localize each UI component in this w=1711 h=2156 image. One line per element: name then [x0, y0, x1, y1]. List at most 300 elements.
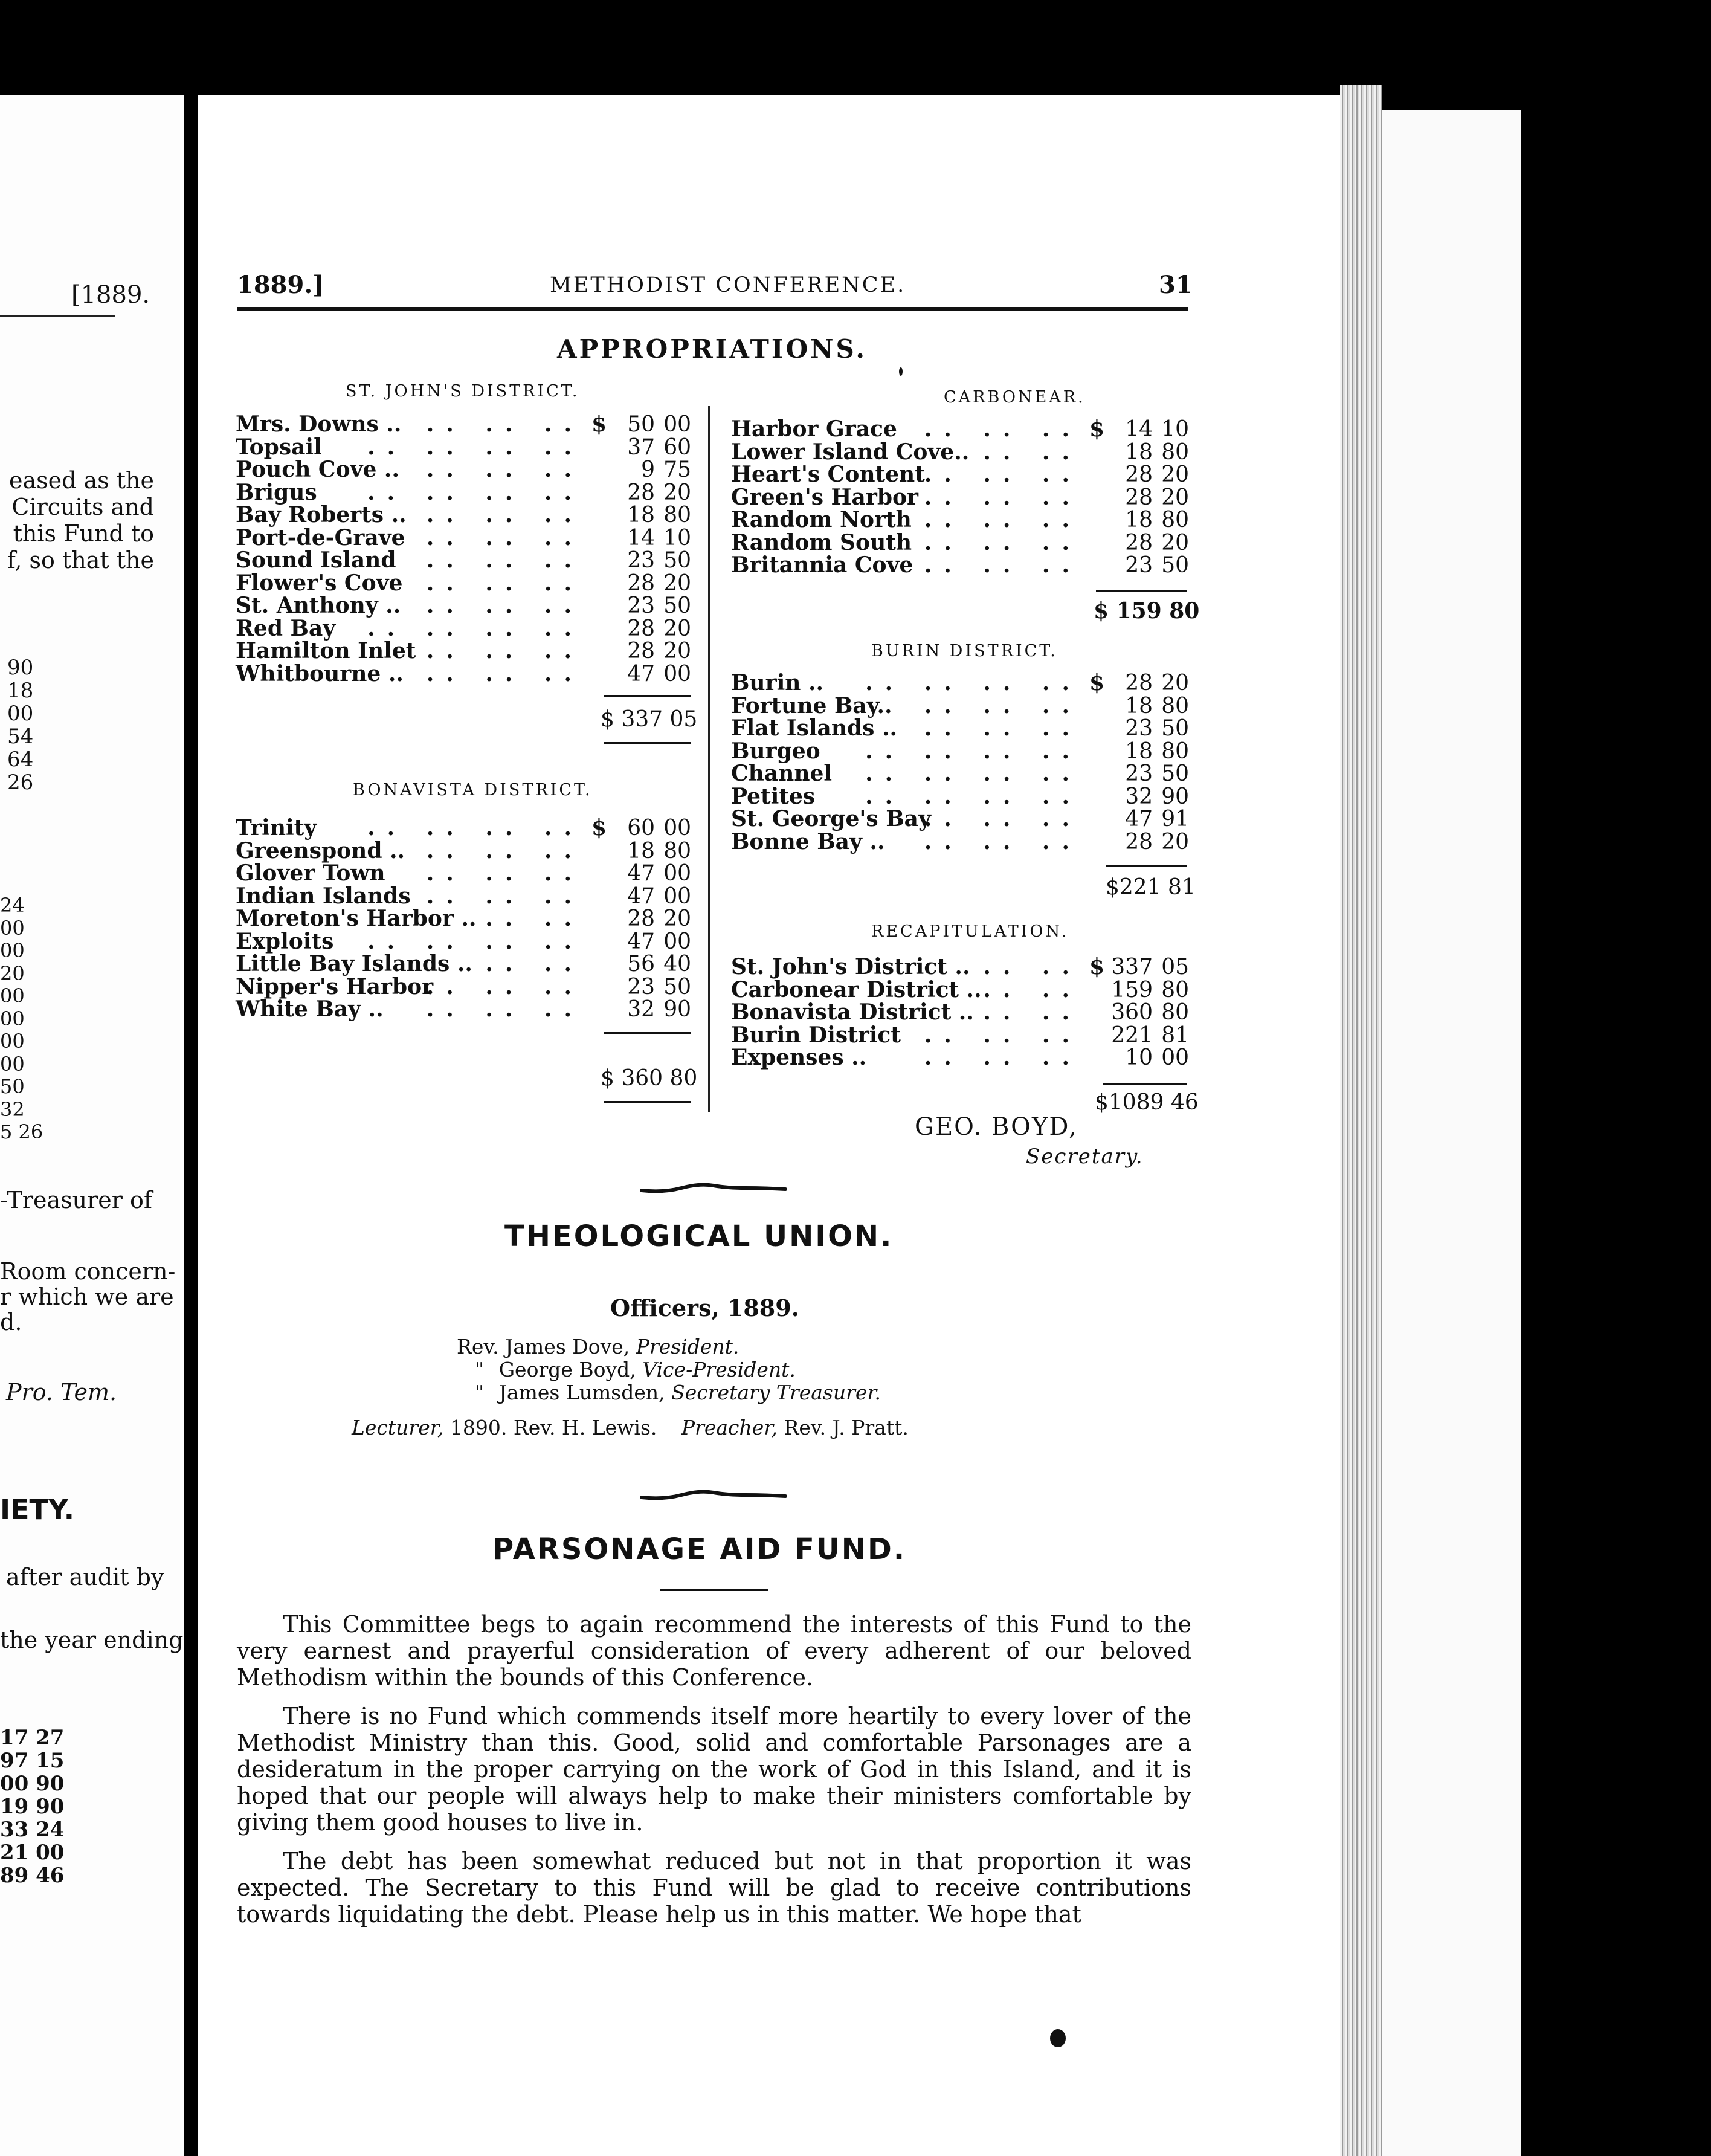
- amount-dollars: 23: [1125, 553, 1153, 578]
- amount-dollars: 23: [627, 974, 655, 999]
- recap-total: $1089 46: [1095, 1090, 1199, 1115]
- ledger-entry-name: Nipper's Harbor: [236, 973, 434, 999]
- amount-dollars: 60: [627, 816, 655, 841]
- amount-dollars: 47: [1125, 807, 1153, 831]
- dollar-sign: $: [1089, 416, 1104, 442]
- page-31: [198, 95, 1340, 2156]
- leader-dots: .. .. ..: [426, 524, 584, 550]
- dollar-sign: $: [591, 412, 607, 437]
- ledger-row: [236, 817, 691, 840]
- leader-dots: .. .. ..: [924, 1022, 1081, 1048]
- officer-role: Vice-President.: [642, 1358, 796, 1381]
- carbonear-ledger: [731, 418, 1189, 577]
- running-header-year: 1889.]: [237, 271, 324, 299]
- ledger-entry-name: Random South: [731, 529, 912, 555]
- amount-dollars: 28: [1125, 829, 1153, 854]
- left-page-text: 97 15: [0, 1749, 65, 1773]
- amount-cents: 00: [663, 883, 691, 909]
- page-edge-stack: [1340, 85, 1382, 2156]
- amount-cents: 20: [663, 906, 691, 931]
- amount-dollars: 337: [1111, 955, 1153, 980]
- leader-dots: .. .. .. ..: [865, 783, 1081, 809]
- amount-dollars: 28: [627, 570, 655, 596]
- lecturer-preacher-line: [352, 1416, 909, 1439]
- amount-dollars: 18: [627, 838, 655, 863]
- ledger-entry-name: Heart's Content: [731, 462, 925, 487]
- leader-dots: .. .. ..: [924, 529, 1081, 555]
- amount-cents: 80: [1161, 439, 1189, 465]
- officers-subtitle: Officers, 1889.: [610, 1294, 799, 1322]
- bonavista-double-rule: [604, 1101, 691, 1103]
- officer-name: James Lumsden,: [498, 1381, 665, 1404]
- left-page-text: 19 90: [0, 1795, 65, 1819]
- ledger-row: [236, 908, 691, 931]
- amount-cents: 50: [1161, 761, 1189, 786]
- ledger-row: [731, 529, 1189, 555]
- parsonage-aid-fund-title: PARSONAGE AID FUND.: [492, 1532, 907, 1566]
- left-page-text: r which we are: [0, 1283, 174, 1310]
- amount-dollars: 159: [1111, 977, 1153, 1002]
- amount-dollars: 23: [627, 593, 655, 618]
- leader-dots: .. .. ..: [426, 593, 584, 618]
- amount-dollars: 50: [627, 412, 655, 437]
- left-page-text: Pro. Tem.: [6, 1379, 117, 1406]
- amount-cents: 90: [1161, 784, 1189, 809]
- ledger-entry-name: Fortune Bay..: [731, 692, 892, 718]
- column-divider: [708, 406, 710, 1112]
- ledger-row: [731, 783, 1189, 809]
- ledger-entry-name: Port-de-Grave: [236, 524, 405, 550]
- left-header-rule: [0, 315, 115, 317]
- leader-dots: .. .. ..: [924, 462, 1081, 487]
- ledger-row: [236, 660, 691, 686]
- preacher-label: Preacher,: [681, 1416, 778, 1439]
- left-page-text: 00: [7, 702, 34, 726]
- amount-cents: 05: [1161, 955, 1189, 980]
- officer-prefix: Rev.: [457, 1335, 499, 1358]
- amount-dollars: 56: [627, 952, 655, 976]
- amount-dollars: 32: [1125, 784, 1153, 809]
- ledger-entry-name: Britannia Cove: [731, 552, 914, 578]
- leader-dots: .. ..: [983, 976, 1081, 1002]
- leader-dots: .. .. .. ..: [865, 738, 1081, 764]
- left-page-text: 20: [0, 961, 25, 985]
- ledger-row: [236, 928, 691, 954]
- recap-ledger: [731, 956, 1189, 1070]
- ledger-row: [236, 479, 691, 505]
- amount-cents: 91: [1161, 807, 1189, 831]
- lecturer-label: Lecturer,: [352, 1416, 444, 1439]
- ledger-entry-name: Burin ..: [731, 670, 824, 696]
- officer-role: Secretary Treasurer.: [671, 1381, 881, 1404]
- amount-dollars: 47: [627, 883, 655, 909]
- leader-dots: .. ..: [983, 954, 1081, 980]
- ledger-row: [236, 998, 691, 1021]
- amount-cents: 90: [663, 997, 691, 1022]
- amount-cents: 50: [663, 593, 691, 618]
- amount-cents: 50: [663, 974, 691, 999]
- leader-dots: .. .. .. ..: [367, 815, 584, 841]
- amount-dollars: 18: [627, 503, 655, 528]
- ledger-entry-name: Channel: [731, 761, 833, 786]
- signature-title: Secretary.: [1026, 1144, 1144, 1169]
- st-johns-sum-rule: [604, 695, 691, 697]
- amount-dollars: 23: [1125, 761, 1153, 786]
- left-page-text: 50: [0, 1075, 25, 1098]
- left-page-text: 00: [0, 1052, 25, 1076]
- amount-cents: 75: [663, 457, 691, 482]
- amount-cents: 20: [1161, 485, 1189, 510]
- left-page-text: 00 90: [0, 1772, 65, 1796]
- amount-cents: 20: [1161, 829, 1189, 854]
- left-page-figure: this Fund to: [13, 520, 154, 547]
- leader-dots: .. ..: [983, 439, 1081, 465]
- amount-cents: 50: [1161, 553, 1189, 578]
- officer-prefix: ": [475, 1381, 485, 1404]
- left-page-text: 17 27: [0, 1726, 65, 1750]
- dollar-sign: $: [1089, 954, 1104, 980]
- leader-dots: .. .. ..: [426, 838, 584, 863]
- amount-dollars: 28: [1125, 671, 1153, 696]
- leader-dots: .. .. ..: [924, 692, 1081, 718]
- amount-dollars: 28: [627, 616, 655, 641]
- ledger-entry-name: Hamilton Inlet: [236, 638, 416, 663]
- amount-cents: 10: [1161, 417, 1189, 442]
- amount-dollars: 28: [627, 480, 655, 505]
- parsonage-paragraph-1: This Committee begs to again recommend the interests of this Fund to the very earnest and prayerful consideration of every adherent of our beloved Methodism within the bounds of this Conference.: [237, 1611, 1191, 1691]
- left-page-figure: f, so that the: [7, 547, 154, 573]
- amount-cents: 20: [663, 639, 691, 663]
- ink-blot: [1050, 2029, 1066, 2047]
- ledger-entry-name: Mrs. Downs ..: [236, 412, 402, 437]
- left-page-text: 64: [7, 747, 34, 772]
- leader-dots: .. .. ..: [426, 996, 584, 1022]
- amount-cents: 00: [663, 816, 691, 841]
- leader-dots: .. .. ..: [924, 715, 1081, 741]
- ledger-row: [731, 956, 1189, 979]
- leader-dots: .. .. ..: [426, 973, 584, 999]
- amount-cents: 20: [663, 570, 691, 596]
- left-page-text: 00: [0, 916, 25, 940]
- carbonear-total: $ 159 80: [1094, 598, 1200, 624]
- carbonear-sum-rule: [1096, 590, 1187, 592]
- amount-cents: 40: [663, 952, 691, 976]
- leader-dots: .. .. .. ..: [865, 670, 1081, 696]
- leader-dots: .. .. ..: [924, 552, 1081, 578]
- ledger-row: [236, 885, 691, 908]
- amount-dollars: 14: [627, 525, 655, 550]
- ledger-row: [236, 524, 691, 550]
- left-page-figure: Circuits and: [11, 494, 154, 520]
- ledger-row: [236, 549, 691, 572]
- officer-row-3: [475, 1381, 881, 1404]
- recap-heading: RECAPITULATION.: [871, 922, 1069, 941]
- amount-dollars: 28: [627, 906, 655, 931]
- ledger-row: [731, 717, 1189, 740]
- left-page-text: Room concern-: [0, 1258, 176, 1285]
- ledger-entry-name: Greenspond ..: [236, 838, 405, 863]
- amount-cents: 20: [663, 480, 691, 505]
- leader-dots: .. .. ..: [426, 457, 584, 482]
- bonavista-sum-rule: [604, 1032, 691, 1034]
- st-johns-double-rule: [604, 742, 691, 744]
- amount-dollars: 32: [627, 997, 655, 1022]
- amount-dollars: 18: [1125, 738, 1153, 764]
- previous-page-fragment: [0, 95, 184, 2156]
- leader-dots: .. .. .. ..: [367, 479, 584, 505]
- swash-ornament-2: [639, 1486, 788, 1505]
- ledger-entry-name: St. John's District ..: [731, 954, 970, 980]
- amount-dollars: 28: [1125, 462, 1153, 487]
- ledger-entry-name: Glover Town: [236, 860, 385, 886]
- st-johns-heading: ST. JOHN'S DISTRICT.: [346, 382, 580, 401]
- ledger-row: [731, 672, 1189, 695]
- ledger-row: [731, 1024, 1189, 1047]
- amount-cents: 00: [1161, 1045, 1189, 1070]
- leader-dots: .. .. ..: [924, 1045, 1081, 1070]
- ledger-entry-name: Random North: [731, 507, 912, 532]
- ledger-entry-name: Lower Island Cove..: [731, 439, 970, 465]
- swash-ornament-1: [639, 1180, 788, 1198]
- left-page-text: 5 26: [0, 1120, 44, 1143]
- left-page-text: after audit by: [6, 1564, 164, 1590]
- leader-dots: .. ..: [983, 999, 1081, 1025]
- ledger-entry-name: Trinity: [236, 815, 317, 841]
- ink-speck: [899, 367, 903, 376]
- ledger-entry-name: Green's Harbor: [731, 484, 918, 510]
- ledger-entry-name: Exploits: [236, 928, 334, 954]
- dollar-sign: $: [1089, 670, 1104, 696]
- amount-dollars: 9: [641, 457, 655, 482]
- ledger-entry-name: Flower's Cove: [236, 570, 403, 596]
- leader-dots: .. .. ..: [924, 806, 1081, 831]
- ledger-row: [236, 640, 691, 663]
- amount-dollars: 47: [627, 661, 655, 686]
- amount-dollars: 18: [1125, 508, 1153, 532]
- ledger-entry-name: St. George's Bay: [731, 806, 931, 831]
- st-johns-total: $ 337 05: [601, 707, 698, 732]
- ledger-entry-name: Burin District: [731, 1022, 901, 1048]
- leader-dots: .. .. .. ..: [367, 434, 584, 460]
- dollar-sign: $: [591, 815, 607, 841]
- ledger-row: [731, 808, 1189, 831]
- amount-cents: 80: [1161, 508, 1189, 532]
- ledger-row: [731, 740, 1189, 763]
- amount-dollars: 18: [1125, 693, 1153, 718]
- ledger-row: [731, 418, 1189, 441]
- amount-dollars: 28: [1125, 485, 1153, 510]
- ledger-entry-name: St. Anthony ..: [236, 593, 401, 618]
- left-page-text: 24: [0, 894, 25, 917]
- ledger-row: [236, 504, 691, 527]
- ledger-row: [731, 1047, 1189, 1070]
- ledger-entry-name: Topsail: [236, 434, 322, 460]
- left-page-text: 33 24: [0, 1818, 65, 1842]
- amount-cents: 80: [1161, 1000, 1189, 1025]
- amount-dollars: 360: [1111, 1000, 1153, 1025]
- leader-dots: .. ..: [485, 906, 584, 931]
- running-header-title: METHODIST CONFERENCE.: [550, 273, 906, 297]
- leader-dots: .. .. ..: [426, 860, 584, 886]
- ledger-entry-name: Brigus: [236, 479, 317, 505]
- left-page-text: 26: [7, 770, 34, 795]
- amount-cents: 50: [1161, 716, 1189, 741]
- burin-ledger: [731, 672, 1189, 853]
- amount-dollars: 14: [1125, 417, 1153, 442]
- amount-cents: 20: [663, 616, 691, 641]
- leader-dots: .. .. ..: [426, 883, 584, 909]
- leader-dots: .. .. ..: [924, 416, 1081, 442]
- ledger-entry-name: Petites: [731, 783, 816, 809]
- ledger-entry-name: Whitbourne ..: [236, 660, 404, 686]
- leader-dots: .. .. ..: [924, 507, 1081, 532]
- ledger-entry-name: Bonne Bay ..: [731, 828, 885, 854]
- preacher-text: Rev. J. Pratt.: [784, 1416, 909, 1439]
- parsonage-title-rule: [660, 1589, 768, 1591]
- ledger-row: [236, 436, 691, 459]
- appropriations-title: APPROPRIATIONS.: [557, 334, 867, 364]
- amount-cents: 00: [663, 861, 691, 886]
- ledger-row: [236, 862, 691, 885]
- leader-dots: .. .. .. ..: [367, 928, 584, 954]
- ledger-entry-name: Moreton's Harbor ..: [236, 906, 477, 931]
- left-page-text: IETY.: [0, 1493, 75, 1526]
- left-page-text: 54: [7, 725, 34, 749]
- amount-cents: 60: [663, 434, 691, 460]
- ledger-row: [236, 973, 691, 999]
- ledger-row: [731, 976, 1189, 1002]
- amount-dollars: 28: [627, 639, 655, 663]
- amount-cents: 00: [663, 412, 691, 437]
- leader-dots: .. .. ..: [426, 570, 584, 596]
- bonavista-total: $ 360 80: [601, 1066, 698, 1091]
- page-edge-margin: [1382, 110, 1521, 2156]
- amount-cents: 80: [663, 838, 691, 863]
- amount-dollars: 10: [1125, 1045, 1153, 1070]
- header-rule: [237, 307, 1188, 311]
- st-johns-ledger: [236, 413, 691, 685]
- ledger-entry-name: Carbonear District ..: [731, 976, 982, 1002]
- carbonear-heading: CARBONEAR.: [944, 388, 1086, 407]
- bonavista-heading: BONAVISTA DISTRICT.: [353, 781, 593, 799]
- ledger-row: [731, 1001, 1189, 1024]
- left-page-text: 21 00: [0, 1841, 65, 1865]
- left-page-text: d.: [0, 1309, 22, 1335]
- amount-dollars: 47: [627, 929, 655, 954]
- officer-name: George Boyd,: [498, 1358, 636, 1381]
- theological-union-title: THEOLOGICAL UNION.: [504, 1219, 894, 1253]
- amount-cents: 80: [1161, 977, 1189, 1002]
- ledger-entry-name: Burgeo: [731, 738, 820, 764]
- left-page-figure: eased as the: [8, 467, 154, 494]
- ledger-entry-name: Little Bay Islands ..: [236, 951, 472, 976]
- ledger-entry-name: White Bay ..: [236, 996, 384, 1022]
- ledger-row: [236, 595, 691, 618]
- parsonage-paragraph-3: The debt has been somewhat reduced but not in that proportion it was expected. The Secretary to this Fund will be glad to receive contributions towards liquidating the debt. Please help us in this matter. We hope that: [237, 1848, 1191, 1928]
- ledger-row: [236, 459, 691, 482]
- amount-cents: 81: [1161, 1022, 1189, 1048]
- ledger-row: [236, 615, 691, 641]
- ledger-entry-name: Flat Islands ..: [731, 715, 898, 741]
- ledger-row: [731, 828, 1189, 854]
- leader-dots: .. .. .. ..: [865, 761, 1081, 786]
- leader-dots: .. .. ..: [426, 660, 584, 686]
- amount-cents: 20: [1161, 530, 1189, 555]
- parsonage-paragraph-2: There is no Fund which commends itself more heartily to every lover of the Methodist Ministry than this. Good, solid and comfortable Parsonages are a desideratum in the proper carrying on the work of God in this Island, and it is hoped that our people will always help to make their ministers comfortable by giving them good houses to live in.: [237, 1703, 1191, 1836]
- officer-role: President.: [636, 1335, 740, 1358]
- ledger-entry-name: Bonavista District ..: [731, 999, 974, 1025]
- leader-dots: .. .. ..: [426, 502, 584, 528]
- officer-row-1: [457, 1335, 739, 1358]
- ledger-row: [731, 763, 1189, 786]
- amount-dollars: 23: [627, 548, 655, 573]
- amount-cents: 80: [1161, 693, 1189, 718]
- amount-cents: 00: [663, 661, 691, 686]
- amount-cents: 00: [663, 929, 691, 954]
- ledger-entry-name: Bay Roberts ..: [236, 502, 407, 528]
- burin-total: $221 81: [1106, 875, 1196, 900]
- burin-sum-rule: [1106, 865, 1187, 867]
- left-page-text: 32: [0, 1097, 25, 1121]
- left-page-text: 00: [0, 1007, 25, 1030]
- officer-prefix: ": [475, 1358, 485, 1381]
- left-page-text: 18: [7, 679, 34, 703]
- signature-name: GEO. BOYD,: [915, 1113, 1078, 1141]
- amount-dollars: 37: [627, 434, 655, 460]
- amount-cents: 50: [663, 548, 691, 573]
- ledger-row: [236, 572, 691, 595]
- left-page-text: -Treasurer of: [0, 1187, 152, 1213]
- left-page-text: 00: [0, 1030, 25, 1053]
- leader-dots: .. .. ..: [924, 828, 1081, 854]
- ledger-entry-name: Indian Islands: [236, 883, 411, 909]
- ledger-entry-name: Red Bay: [236, 615, 336, 641]
- ledger-row: [731, 441, 1189, 464]
- amount-cents: 20: [1161, 671, 1189, 696]
- ledger-row: [236, 413, 691, 436]
- left-page-text: 00: [0, 984, 25, 1007]
- amount-dollars: 221: [1111, 1022, 1153, 1048]
- ledger-row: [731, 486, 1189, 509]
- leader-dots: .. .. ..: [426, 547, 584, 573]
- ledger-row: [236, 953, 691, 976]
- ledger-row: [731, 509, 1189, 532]
- burin-heading: BURIN DISTRICT.: [871, 642, 1058, 660]
- ledger-entry-name: Pouch Cove ..: [236, 457, 400, 482]
- amount-cents: 80: [663, 503, 691, 528]
- ledger-row: [731, 554, 1189, 577]
- page-number: 31: [1159, 271, 1193, 299]
- amount-dollars: 18: [1125, 439, 1153, 465]
- recap-sum-rule: [1103, 1083, 1187, 1085]
- leader-dots: .. ..: [485, 951, 584, 976]
- amount-dollars: 23: [1125, 716, 1153, 741]
- ledger-entry-name: Expenses ..: [731, 1045, 867, 1070]
- lecturer-text: 1890. Rev. H. Lewis.: [450, 1416, 657, 1439]
- ledger-row: [731, 692, 1189, 718]
- amount-dollars: 28: [1125, 530, 1153, 555]
- amount-cents: 80: [1161, 738, 1189, 764]
- officer-row-2: [475, 1358, 796, 1381]
- left-page-text: 00: [0, 939, 25, 962]
- left-year-header: [1889.: [71, 281, 150, 309]
- amount-cents: 10: [663, 525, 691, 550]
- bonavista-ledger: [236, 817, 691, 1021]
- officer-name: James Dove,: [505, 1335, 630, 1358]
- ledger-row: [731, 463, 1189, 486]
- leader-dots: .. .. ..: [426, 638, 584, 663]
- leader-dots: .. .. .. ..: [367, 615, 584, 641]
